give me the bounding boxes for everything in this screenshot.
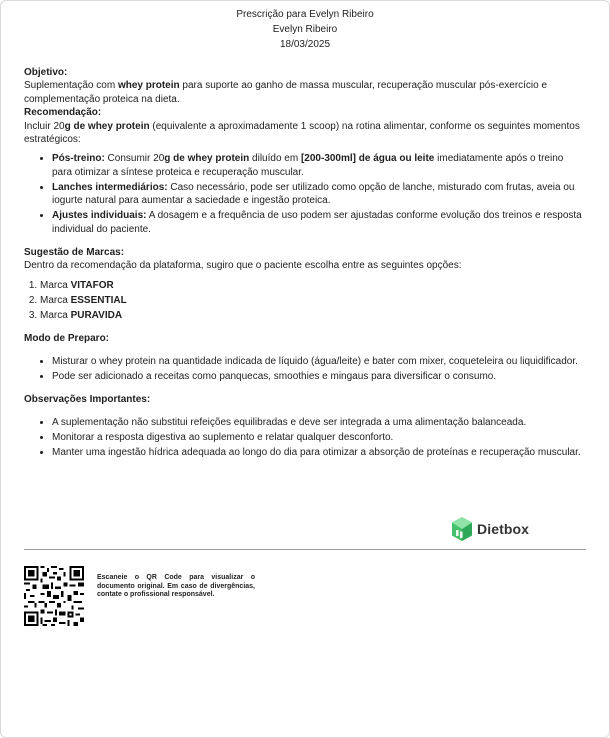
- qr-code-icon[interactable]: [24, 566, 84, 626]
- document-header: [0, 7, 610, 52]
- recomendacao-label: Recomendação:: [24, 107, 102, 119]
- list-item: • Misturar o whey protein na quantidade indicada de líquido (água/leite) e bater com mixer, coqueteleira ou liquidificador.: [52, 355, 584, 368]
- list-item: • Lanches intermediários: Caso necessário, pode ser utilizado como opção de lanche, misturado com frutas, aveia ou iogurte natural para aumentar a saciedade e ingestão proteica.: [52, 181, 584, 208]
- marcas-title: Sugestão de Marcas:: [24, 247, 125, 259]
- preparo-title: Modo de Preparo:: [24, 333, 110, 345]
- document-date: 18/03/2025: [279, 39, 331, 50]
- list-item: • Pós-treino: Consumir 20g de whey protein diluído em [200-300ml] de água ou leite imediatamente após o treino para otimizar a síntese proteica e recuperação muscular.: [52, 152, 584, 179]
- observacoes-title: Observações Importantes:: [24, 394, 151, 406]
- prescription-body: [24, 66, 584, 465]
- recomendacao-text: Incluir 20g de whey protein (equivalente a aproximadamente 1 scoop) na rotina alimentar, conforme os seguintes momentos estratégicos:: [24, 120, 580, 146]
- marcas-list: [24, 279, 584, 322]
- footer-divider: [24, 549, 586, 550]
- objetivo-label: Objetivo:: [24, 67, 68, 78]
- list-item: 2. Marca ESSENTIAL: [40, 294, 584, 307]
- marcas-intro: Dentro da recomendação da plataforma, sugiro que o paciente escolha entre as seguintes opções:: [24, 260, 462, 272]
- dietbox-logo-text: Dietbox: [477, 521, 530, 537]
- qr-instructions: Escaneie o QR Code para visualizar o documento original. Em caso de divergências, contate o profissional responsável.: [97, 574, 255, 599]
- dietbox-logo-icon: [451, 516, 473, 542]
- patient-name: Evelyn Ribeiro: [272, 24, 338, 35]
- list-item: • Monitorar a resposta digestiva ao suplemento e relatar qualquer desconforto.: [52, 431, 584, 444]
- objetivo-text: Suplementação com whey protein para suporte ao ganho de massa muscular, recuperação muscular pós-exercício e complementação proteica na dieta.: [24, 80, 548, 105]
- list-item: 1. Marca VITAFOR: [40, 279, 584, 292]
- preparo-list: [24, 355, 584, 383]
- list-item: • Ajustes individuais: A dosagem e a frequência de uso podem ser ajustadas conforme evolução dos treinos e resposta individual do paciente.: [52, 209, 584, 236]
- recomendacao-list: [24, 152, 584, 236]
- list-item: • Manter uma ingestão hídrica adequada ao longo do dia para otimizar a absorção de proteínas e recuperação muscular.: [52, 446, 584, 459]
- list-item: • Pode ser adicionado a receitas como panquecas, smoothies e mingaus para diversificar o consumo.: [52, 370, 584, 383]
- list-item: • A suplementação não substitui refeições equilibradas e deve ser integrada a uma alimentação balanceada.: [52, 416, 584, 429]
- list-item: 3. Marca PURAVIDA: [40, 309, 584, 322]
- dietbox-logo: [451, 516, 529, 542]
- document-title: Prescrição para Evelyn Ribeiro: [236, 9, 374, 20]
- observacoes-list: [24, 416, 584, 459]
